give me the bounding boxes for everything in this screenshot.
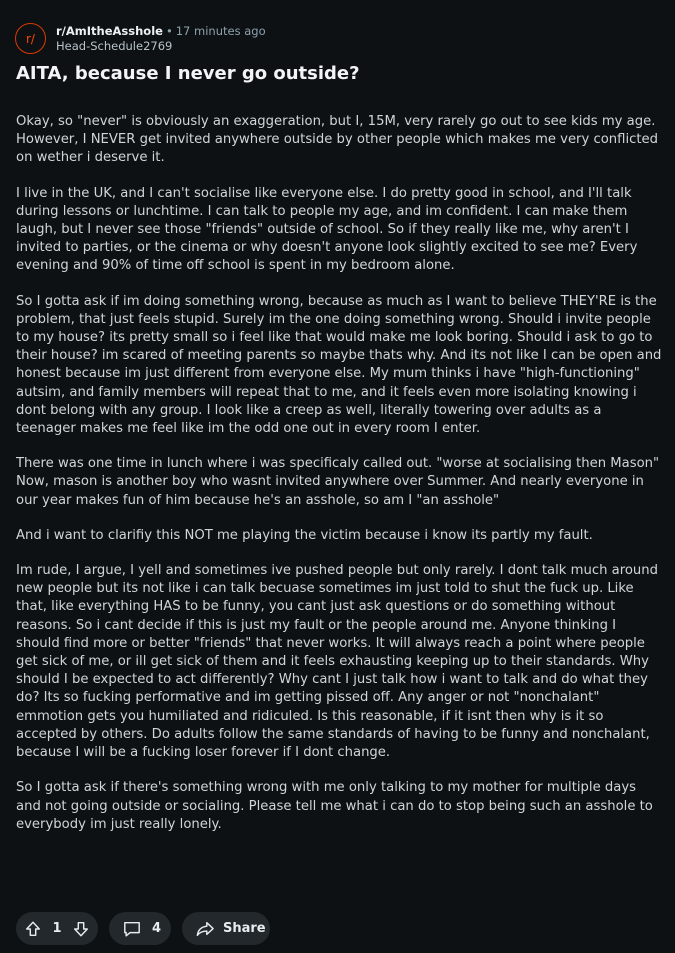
upvote-arrow-icon[interactable] <box>24 920 42 938</box>
author-link[interactable]: Head-Schedule2769 <box>56 39 173 53</box>
post-paragraph: There was one time in lunch where i was specificaly called out. "worse at socialising then Mason" Now, mason is another boy who wasnt invited anywhere over Summer. And nearly everyone in our year makes fun of him because he's an asshole, so am I "an asshole" <box>16 456 660 508</box>
comment-count: 4 <box>151 921 161 936</box>
vote-score: 1 <box>52 921 62 936</box>
post-header <box>15 21 266 57</box>
vote-bar <box>16 912 98 945</box>
post-paragraph: Okay, so "never" is obviously an exaggeration, but I, 15M, very rarely go out to see kids my age. However, I NEVER get invited anywhere outside by other people which makes me very conflicted on wether i deserve it. <box>16 114 659 166</box>
meta-separator: • <box>165 24 173 38</box>
subreddit-avatar[interactable] <box>15 23 46 54</box>
post-actions <box>16 912 270 945</box>
post-title: AITA, because I never go outside? <box>16 63 360 84</box>
subreddit-link[interactable]: r/AmItheAsshole <box>56 24 163 38</box>
post-paragraph: I live in the UK, and I can't socialise like everyone else. I do pretty good in school, and I'll talk during lessons or lunchtime. I can talk to people my age, and im confident. I can make them laugh, but I never see those "friends" outside of school. So if they really like me, why aren't I invited to parties, or the cinema or why doesn't anyone look slightly excited to see me? Every evening and 90% of time off school is spent in my bedroom alone. <box>16 185 638 274</box>
post-paragraph: So I gotta ask if there's something wrong with me only talking to my mother for multiple days and not going outside or socialing. Please tell me what i can do to stop being such an asshole to everybody im just really lonely. <box>16 780 653 832</box>
post-paragraph: So I gotta ask if im doing something wrong, because as much as I want to believe THEY'RE is the problem, that just feels stupid. Surely im the one doing something wrong. Should i invite people to my house? its pretty small so i feel like that would make me look boring. Should i ask to go to their house? im scared of meeting parents so maybe thats why. And its not like I can be open and honest because im just different from everyone else. My mum thinks i have "high-functioning" autsim, and family members will repeat that to me, and it feels even more isolating knowing i dont belong with any group. I look like a creep as well, literally towering over adults as a teenager makes me feel like im the odd one out in every room I enter. <box>16 293 662 437</box>
post-paragraph: And i want to clarifiy this NOT me playing the victim because i know its partly my fault. <box>16 527 593 543</box>
post-timestamp: 17 minutes ago <box>175 24 266 38</box>
share-button[interactable] <box>182 912 270 945</box>
post-body <box>16 113 662 851</box>
subreddit-avatar-text: r/ <box>26 31 35 46</box>
comments-button[interactable] <box>109 912 171 945</box>
downvote-arrow-icon[interactable] <box>72 920 90 938</box>
comment-bubble-icon <box>122 920 142 938</box>
share-label: Share <box>223 921 266 936</box>
share-arrow-icon <box>195 920 215 938</box>
post-paragraph: Im rude, I argue, I yell and sometimes ive pushed people but only rarely. I dont talk much around new people but its not like i can talk becuase sometimes im just told to shut the fuck up. Like that, like everything HAS to be funny, you cant just ask questions or do something without reasons. So i cant decide if this is just my fault or the people around me. Anyone thinking I should find more or better "friends" that never works. It will always reach a point where people get sick of me, or ill get sick of them and it feels exhausting keeping up to their standards. Why should I be expected to act differently? Why cant I just talk how i want to talk and do what they do? Its so fucking performative and im getting pissed off. Any anger or not "nonchalant" emmotion gets you humiliated and ridiculed. Is this reasonable, if it isnt then why is it so accepted by others. Do adults follow the same standards of having to be funny and nonchalant, because I will be a fucking loser forever if I dont change. <box>16 563 658 761</box>
post-meta <box>56 24 266 54</box>
